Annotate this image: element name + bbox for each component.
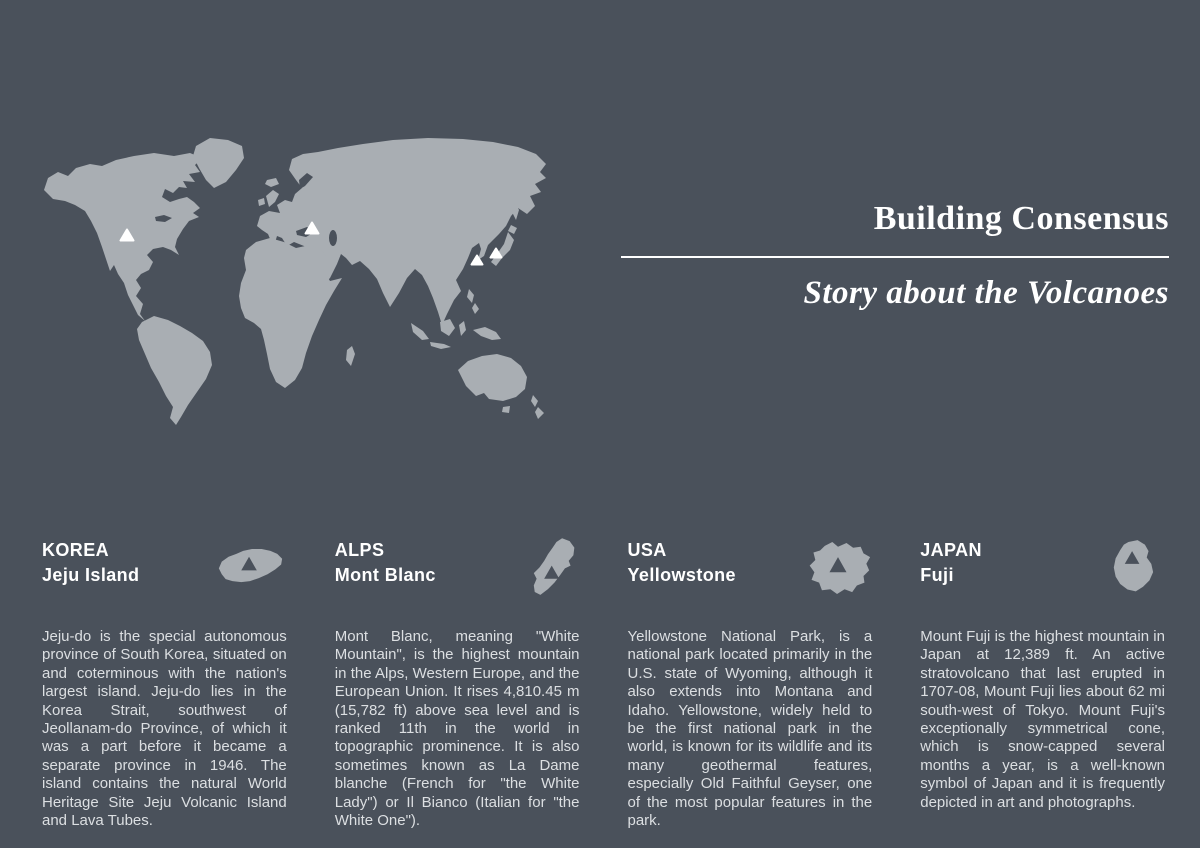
page-subtitle: Story about the Volcanoes xyxy=(803,275,1169,311)
title-block xyxy=(621,200,1169,311)
column-country-label: JAPAN xyxy=(920,540,982,560)
column-place-label: Yellowstone xyxy=(627,565,736,585)
info-column-usa xyxy=(628,538,873,830)
column-place-label: Fuji xyxy=(920,565,954,585)
australia-landmass xyxy=(458,354,544,419)
madagascar-landmass xyxy=(346,346,355,366)
greenland-landmass xyxy=(193,138,244,188)
info-column-korea xyxy=(42,538,287,830)
column-body-text: Mount Fuji is the highest mountain in Japan at 12,389 ft. An active stratovolcano that last erupted in 1707-08, Mount Fuji lies about 62 mi south-west of Tokyo. Mount Fuji's exceptionally symmetrical cone, which is snow-capped several months a year, is a well-known symbol of Japan and it is frequently depicted in art and photographs. xyxy=(920,628,1165,811)
column-place-label: Mont Blanc xyxy=(334,565,436,585)
info-column-alps xyxy=(335,538,580,830)
column-header xyxy=(628,538,873,602)
uk-landmass xyxy=(258,190,279,207)
fuji-icon xyxy=(1101,538,1165,598)
iceland-landmass xyxy=(265,178,279,187)
page-title: Building Consensus xyxy=(873,200,1169,237)
column-body-text: Jeju-do is the special autonomous province of South Korea, situated on and coterminous with the nation's largest island. Jeju-do lies in the Korea Strait, southwest of Jeollanam-do Province, of which it was a part before it became a separate province in 1946. The island contains the natural World Heritage Site Jeju Volcanic Island and Lava Tubes. xyxy=(42,628,287,830)
indonesia-landmass xyxy=(411,319,501,349)
philippines-landmass xyxy=(467,289,479,314)
column-header xyxy=(920,538,1165,602)
column-country-label: ALPS xyxy=(334,540,385,560)
column-body-text: Mont Blanc, meaning "White Mountain", is the highest mountain in the Alps, Western Europe, and the European Union. It rises 4,810.45 m (15,782 ft) above sea level and is ranked 11th in the world in topographic prominence. It is also sometimes known as La Dame blanche (French for "the White Lady") or Il Bianco (Italian for "the White One"). xyxy=(334,628,580,830)
info-column-japan xyxy=(920,538,1165,830)
jeju-island-icon xyxy=(213,544,287,588)
column-header xyxy=(42,538,287,602)
south-america-landmass xyxy=(137,316,212,425)
title-divider xyxy=(621,256,1169,258)
column-body-text: Yellowstone National Park, is a national park located primarily in the U.S. state of Wyoming, although it also extends into Montana and Idaho. Yellowstone, widely held to be the first national park in the world, is known for its wildlife and its many geothermal features, especially Old Faithful Geyser, one of the most popular features in the park. xyxy=(627,628,873,830)
volcano-marker-fuji xyxy=(491,249,502,258)
caspian-sea xyxy=(329,230,337,246)
column-country-label: USA xyxy=(627,540,667,560)
column-place-label: Jeju Island xyxy=(42,565,140,585)
column-header xyxy=(335,538,580,602)
world-map xyxy=(36,128,560,428)
column-country-label: KOREA xyxy=(42,540,110,560)
yellowstone-icon xyxy=(804,540,872,597)
info-columns xyxy=(42,538,1165,830)
mont-blanc-icon xyxy=(514,536,580,598)
